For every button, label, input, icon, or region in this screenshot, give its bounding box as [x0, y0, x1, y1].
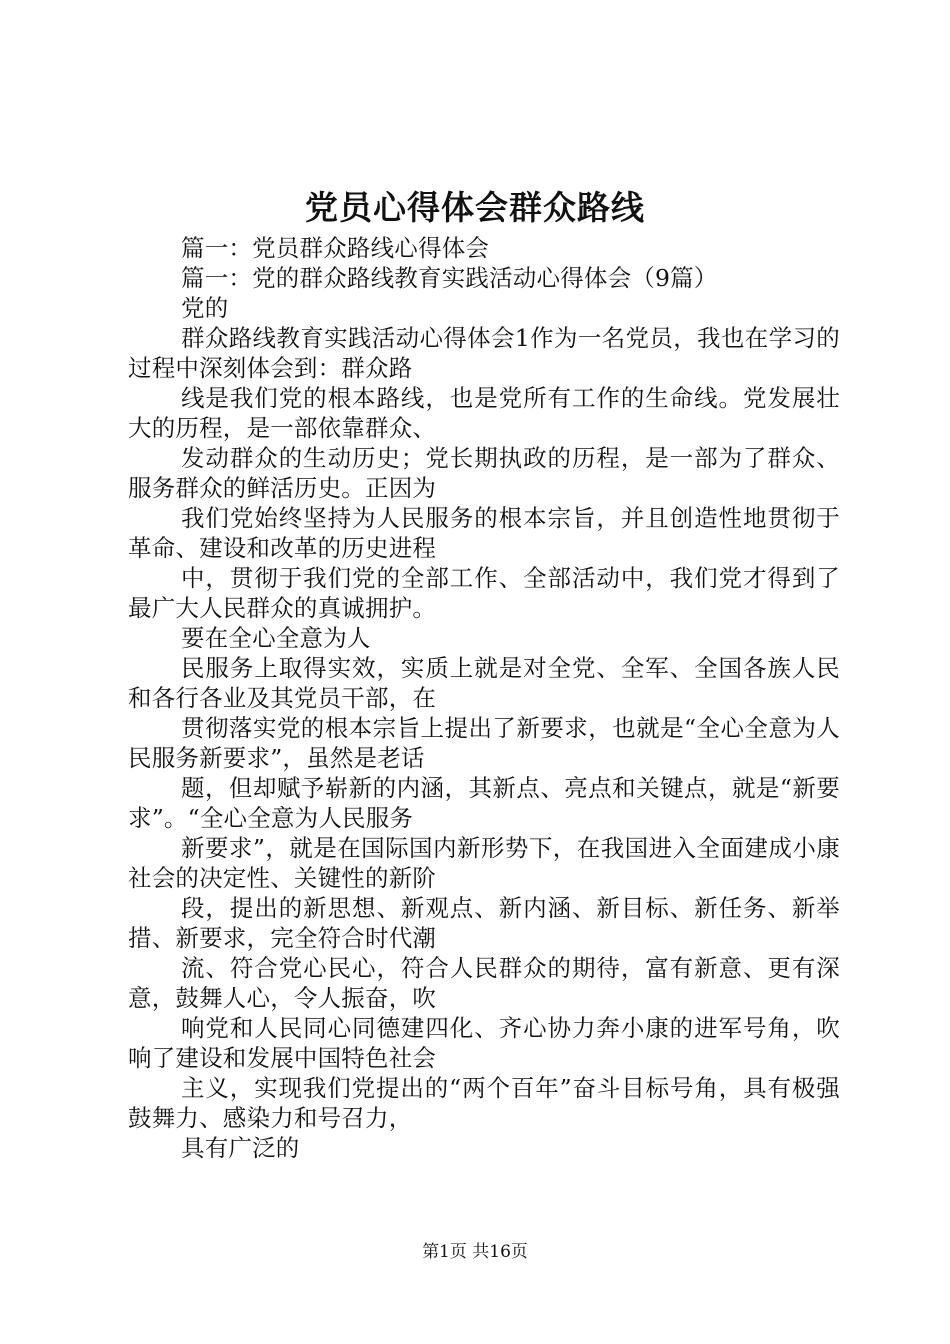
page-footer: 第1页 共16页: [422, 1242, 528, 1262]
paragraph: 民服务上取得实效，实质上就是对全党、全军、全国各族人民和各行各业及其党员干部，在: [128, 654, 840, 712]
paragraph: 主义，实现我们党提出的“两个百年”奋斗目标号角，具有极强鼓舞力、感染力和号召力，: [128, 1074, 840, 1132]
paragraph: 具有广泛的: [181, 1134, 300, 1162]
paragraph: 我们党始终坚持为人民服务的根本宗旨，并且创造性地贯彻于革命、建设和改革的历史进程: [128, 504, 840, 562]
paragraph: 中，贯彻于我们党的全部工作、全部活动中，我们党才得到了最广大人民群众的真诚拥护。: [128, 564, 840, 622]
paragraph: 篇一：党的群众路线教育实践活动心得体会（9篇）: [181, 264, 718, 292]
paragraph: 段，提出的新思想、新观点、新内涵、新目标、新任务、新举措、新要求，完全符合时代潮: [128, 894, 840, 952]
paragraph: 线是我们党的根本路线，也是党所有工作的生命线。党发展壮大的历程，是一部依靠群众、: [128, 384, 840, 442]
paragraph: 响党和人民同心同德建四化、齐心协力奔小康的进军号角，吹响了建设和发展中国特色社会: [128, 1014, 840, 1072]
paragraph: 流、符合党心民心，符合人民群众的期待，富有新意、更有深意，鼓舞人心，令人振奋，吹: [128, 954, 840, 1012]
paragraph: 群众路线教育实践活动心得体会1作为一名党员，我也在学习的过程中深刻体会到：群众路: [128, 324, 840, 382]
paragraph: 贯彻落实党的根本宗旨上提出了新要求，也就是“全心全意为人民服务新要求”，虽然是老话: [128, 714, 840, 772]
paragraph: 新要求”，就是在国际国内新形势下，在我国进入全面建成小康社会的决定性、关键性的新阶: [128, 834, 840, 892]
document-body: [128, 233, 840, 1163]
document-title: 党员心得体会群众路线: [305, 188, 645, 227]
paragraph: 篇一：党员群众路线心得体会: [181, 234, 490, 262]
paragraph: 发动群众的生动历史；党长期执政的历程，是一部为了群众、服务群众的鲜活历史。正因为: [128, 444, 840, 502]
paragraph: 党的: [181, 294, 229, 322]
paragraph: 题，但却赋予崭新的内涵，其新点、亮点和关键点，就是“新要求”。“全心全意为人民服务: [128, 774, 840, 832]
paragraph: 要在全心全意为人: [181, 624, 371, 652]
